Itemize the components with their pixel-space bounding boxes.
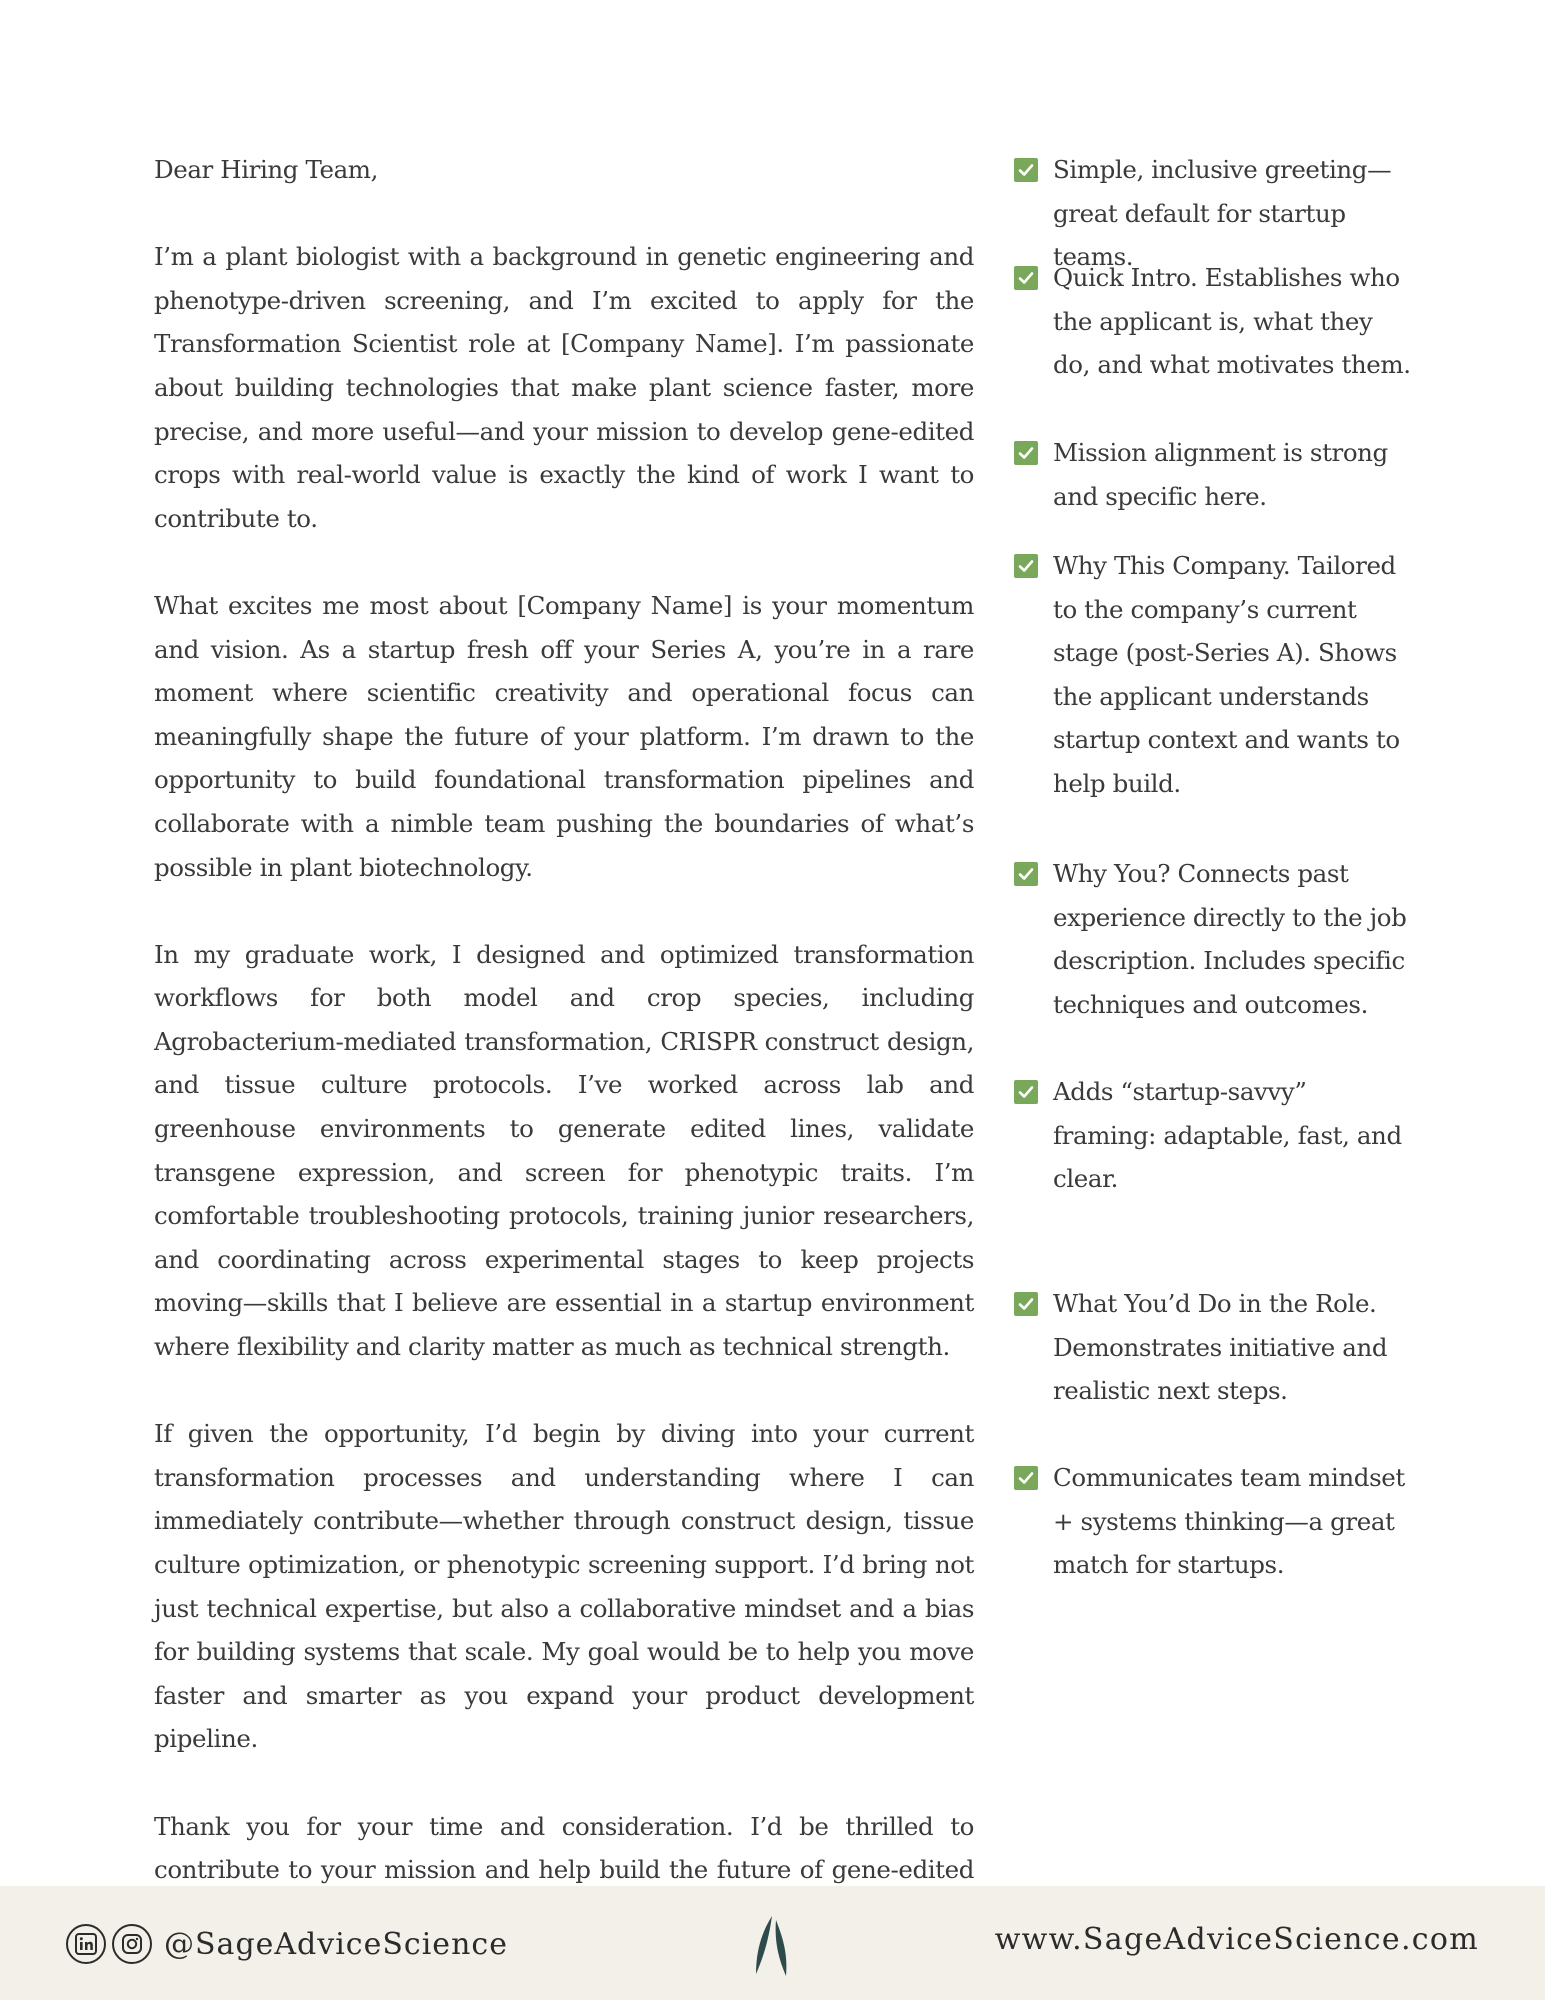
website-link[interactable]: www.SageAdviceScience.com xyxy=(994,1922,1479,1957)
annotation-text: Adds “startup-savvy” framing: adaptable, fast, and clear. xyxy=(1053,1077,1402,1194)
cover-letter xyxy=(154,148,974,1935)
annotation-note xyxy=(1014,544,1414,806)
annotation-note xyxy=(1014,852,1414,1026)
annotation-text: Communicates team mindset + systems thinking—a great match for startups. xyxy=(1053,1463,1405,1580)
letter-paragraph-role: If given the opportunity, I’d begin by diving into your current transformation processes and understanding where I can immediately contribute—whether through construct design, tissue culture optimization, or phenotypic screening support. I’d bring not just technical expertise, but also a collaborative mindset and a bias for building systems that scale. My goal would be to help you move faster and smarter as you expand your product development pipeline. xyxy=(154,1419,974,1754)
letter-paragraph-company: What excites me most about [Company Name] is your momentum and vision. As a startup fresh off your Series A, you’re in a rare moment where scientific creativity and operational focus can meaningfully shape the future of your platform. I’m drawn to the opportunity to build foundational transformation pipelines and collaborate with a nimble team pushing the boundaries of what’s possible in plant biotechnology. xyxy=(154,590,974,882)
annotation-text: Quick Intro. Establishes who the applicant is, what they do, and what motivates them. xyxy=(1053,263,1411,380)
checkbox-checked-icon xyxy=(1014,862,1038,886)
annotation-note xyxy=(1014,1282,1414,1413)
instagram-icon[interactable] xyxy=(112,1924,152,1964)
social-links xyxy=(66,1922,508,1966)
checkbox-checked-icon xyxy=(1014,158,1038,182)
letter-greeting: Dear Hiring Team, xyxy=(154,155,379,184)
social-handle[interactable]: @SageAdviceScience xyxy=(164,1926,508,1962)
annotation-text: Why This Company. Tailored to the company’s current stage (post-Series A). Shows the applicant understands startup context and wants to help build. xyxy=(1053,551,1400,798)
letter-paragraph-experience: In my graduate work, I designed and optimized transformation workflows for both model and crop species, including Agrobacterium-mediated transformation, CRISPR construct design, and tissue culture protocols. I’ve worked across lab and greenhouse environments to generate edited lines, validate transgene expression, and screen for phenotypic traits. I’m comfortable troubleshooting protocols, training junior researchers, and coordinating across experimental stages to keep projects moving—skills that I believe are essential in a startup environment where flexibility and clarity matter as much as technical strength. xyxy=(154,939,974,1362)
annotation-text: Mission alignment is strong and specific here. xyxy=(1053,438,1388,511)
annotation-note xyxy=(1014,256,1414,387)
annotation-note xyxy=(1014,431,1414,518)
checkbox-checked-icon xyxy=(1014,266,1038,290)
annotation-note xyxy=(1014,1456,1414,1587)
checkbox-checked-icon xyxy=(1014,1080,1038,1104)
linkedin-icon[interactable] xyxy=(66,1924,106,1964)
annotation-text: Why You? Connects past experience directly to the job description. Includes specific techniques and outcomes. xyxy=(1053,859,1407,1019)
annotation-text: What You’d Do in the Role. Demonstrates initiative and realistic next steps. xyxy=(1053,1289,1388,1406)
footer xyxy=(0,1886,1545,2000)
letter-paragraph-intro: I’m a plant biologist with a background in genetic engineering and phenotype-driven screening, and I’m excited to apply for the Transformation Scientist role at [Company Name]. I’m passionate about building technologies that make plant science faster, more precise, and more useful—and your mission to develop gene-edited crops with real-world value is exactly the kind of work I want to contribute to. xyxy=(154,242,974,533)
sage-leaf-logo xyxy=(752,1914,796,1982)
annotation-note xyxy=(1014,1070,1414,1201)
letter-paragraph-closing: Thank you for your time and consideration. I’d be thrilled to contribute to your mission and help build the future of gene-edited xyxy=(154,1811,974,1885)
checkbox-checked-icon xyxy=(1014,1292,1038,1316)
annotation-text: Simple, inclusive greeting—great default for startup teams. xyxy=(1053,155,1392,272)
checkbox-checked-icon xyxy=(1014,441,1038,465)
checkbox-checked-icon xyxy=(1014,554,1038,578)
checkbox-checked-icon xyxy=(1014,1466,1038,1490)
